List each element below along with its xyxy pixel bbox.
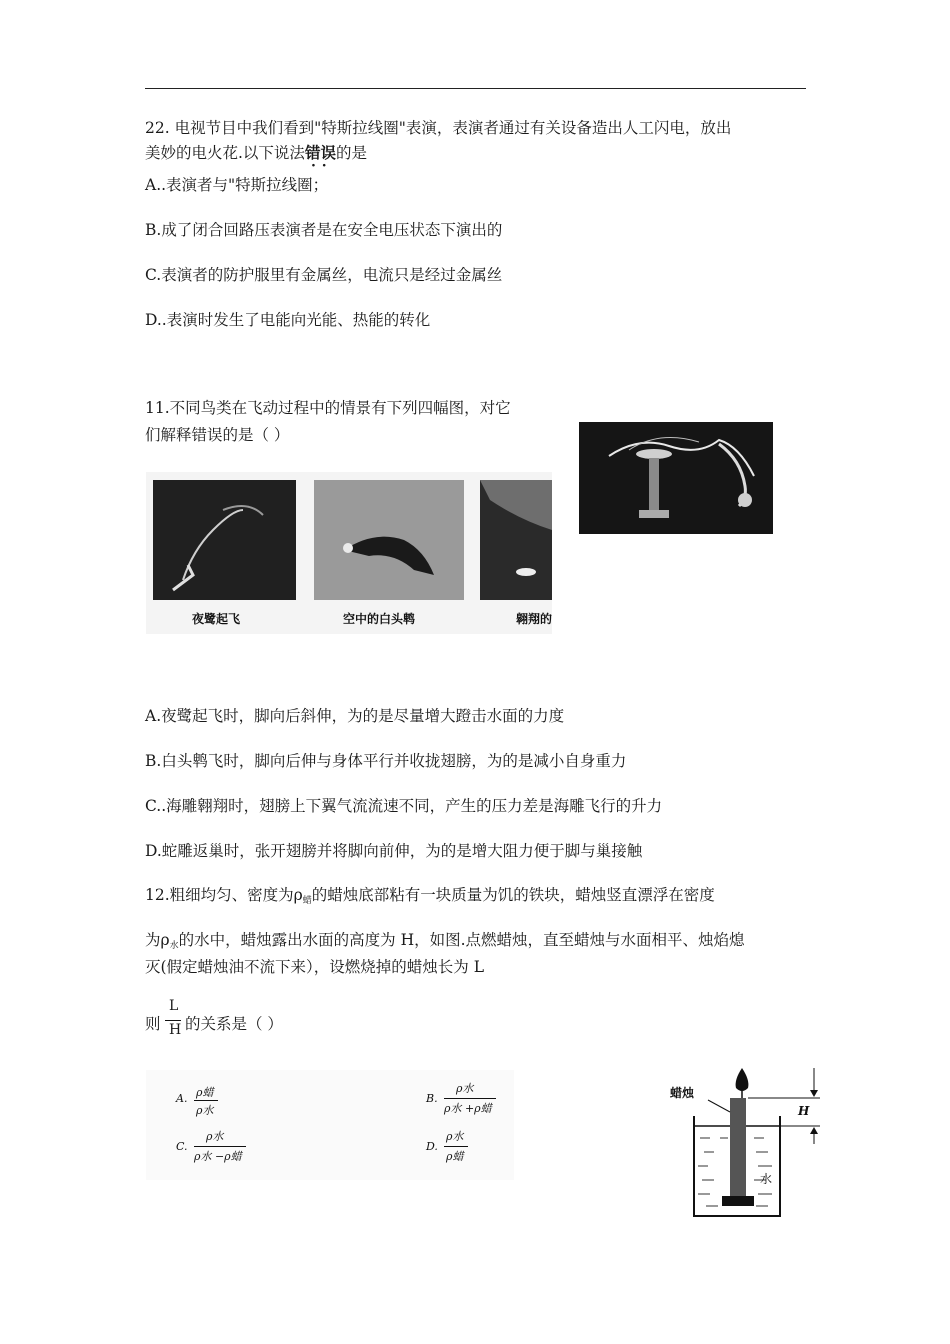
q11-option-d: D.蛇雕返巢时，张开翅膀并将脚向前伸，为的是增大阻力便于脚与巢接触: [145, 842, 643, 860]
q22-option-d: D..表演时发生了电能向光能、热能的转化: [145, 311, 431, 329]
q22-option-c: C.表演者的防护服里有金属丝，电流只是经过金属丝: [145, 266, 503, 284]
heron-photo: [153, 480, 296, 600]
q11-stem-line2: 们解释错误的是（ ）: [145, 426, 290, 444]
tesla-coil-photo: [569, 416, 781, 542]
candle-label: 蜡烛: [670, 1086, 695, 1100]
caption-eagle: 翱翔的: [516, 612, 553, 626]
q22-stem-line2: 美妙的电火花.以下说法错误 ··的是: [145, 142, 367, 164]
q11-option-a: A.夜鹭起飞时，脚向后斜伸，为的是尽量增大蹬击水面的力度: [145, 707, 565, 725]
q11-stem-line1: 11.不同鸟类在飞动过程中的情景有下列四幅图，对它: [145, 399, 511, 417]
water-label: 水: [760, 1172, 773, 1186]
q11-option-c: C..海雕翱翔时，翅膀上下翼气流流速不同，产生的压力差是海雕飞行的升力: [145, 797, 663, 815]
bulbul-photo: [314, 480, 464, 600]
fraction-numerator: L: [169, 998, 179, 1014]
caption-bulbul: 空中的白头鹎: [343, 612, 416, 626]
q22-stem-line1: 22. 电视节目中我们看到"特斯拉线圈"表演，表演者通过有关设备造出人工闪电，放出: [145, 119, 732, 137]
q12-line1: 12.粗细均匀、密度为$\rho_蜡$的蜡烛底部粘有一块质量为饥的铁块，蜡烛竖直漂浮在密度: [145, 886, 715, 906]
caption-heron: 夜鹭起飞: [192, 612, 241, 626]
q22-option-a: A..表演者与"特斯拉线圈；: [145, 176, 329, 194]
q12-line2: 为$\rho_水$的水中，蜡烛露出水面的高度为 H，如图.点燃蜡烛，直至蜡烛与水面相平、烛焰熄: [145, 931, 745, 951]
header-rule: [145, 88, 806, 89]
q22-emphasis: 错误 ··: [305, 143, 336, 162]
q12-choices-image: A. ρ蜡 ρ水 B. ρ水 ρ水 +ρ蜡 C. ρ水 ρ水 −ρ蜡 D. ρ水 ρ蜡: [146, 1070, 514, 1180]
q22-option-b: B.成了闭合回路压表演者是在安全电压状态下演出的: [145, 221, 503, 239]
q11-option-b: B.白头鹎飞时，脚向后伸与身体平行并收拢翅膀，为的是减小自身重力: [145, 752, 627, 770]
q12-line3: 灭(假定蜡烛油不流下来），设燃烧掉的蜡烛长为 L: [145, 958, 485, 976]
height-label: H: [798, 1104, 810, 1118]
candle-diagram: [668, 1060, 826, 1226]
birds-photo-strip: [146, 472, 552, 634]
eagle-photo: [480, 480, 552, 600]
fraction-denominator: H: [169, 1022, 182, 1038]
